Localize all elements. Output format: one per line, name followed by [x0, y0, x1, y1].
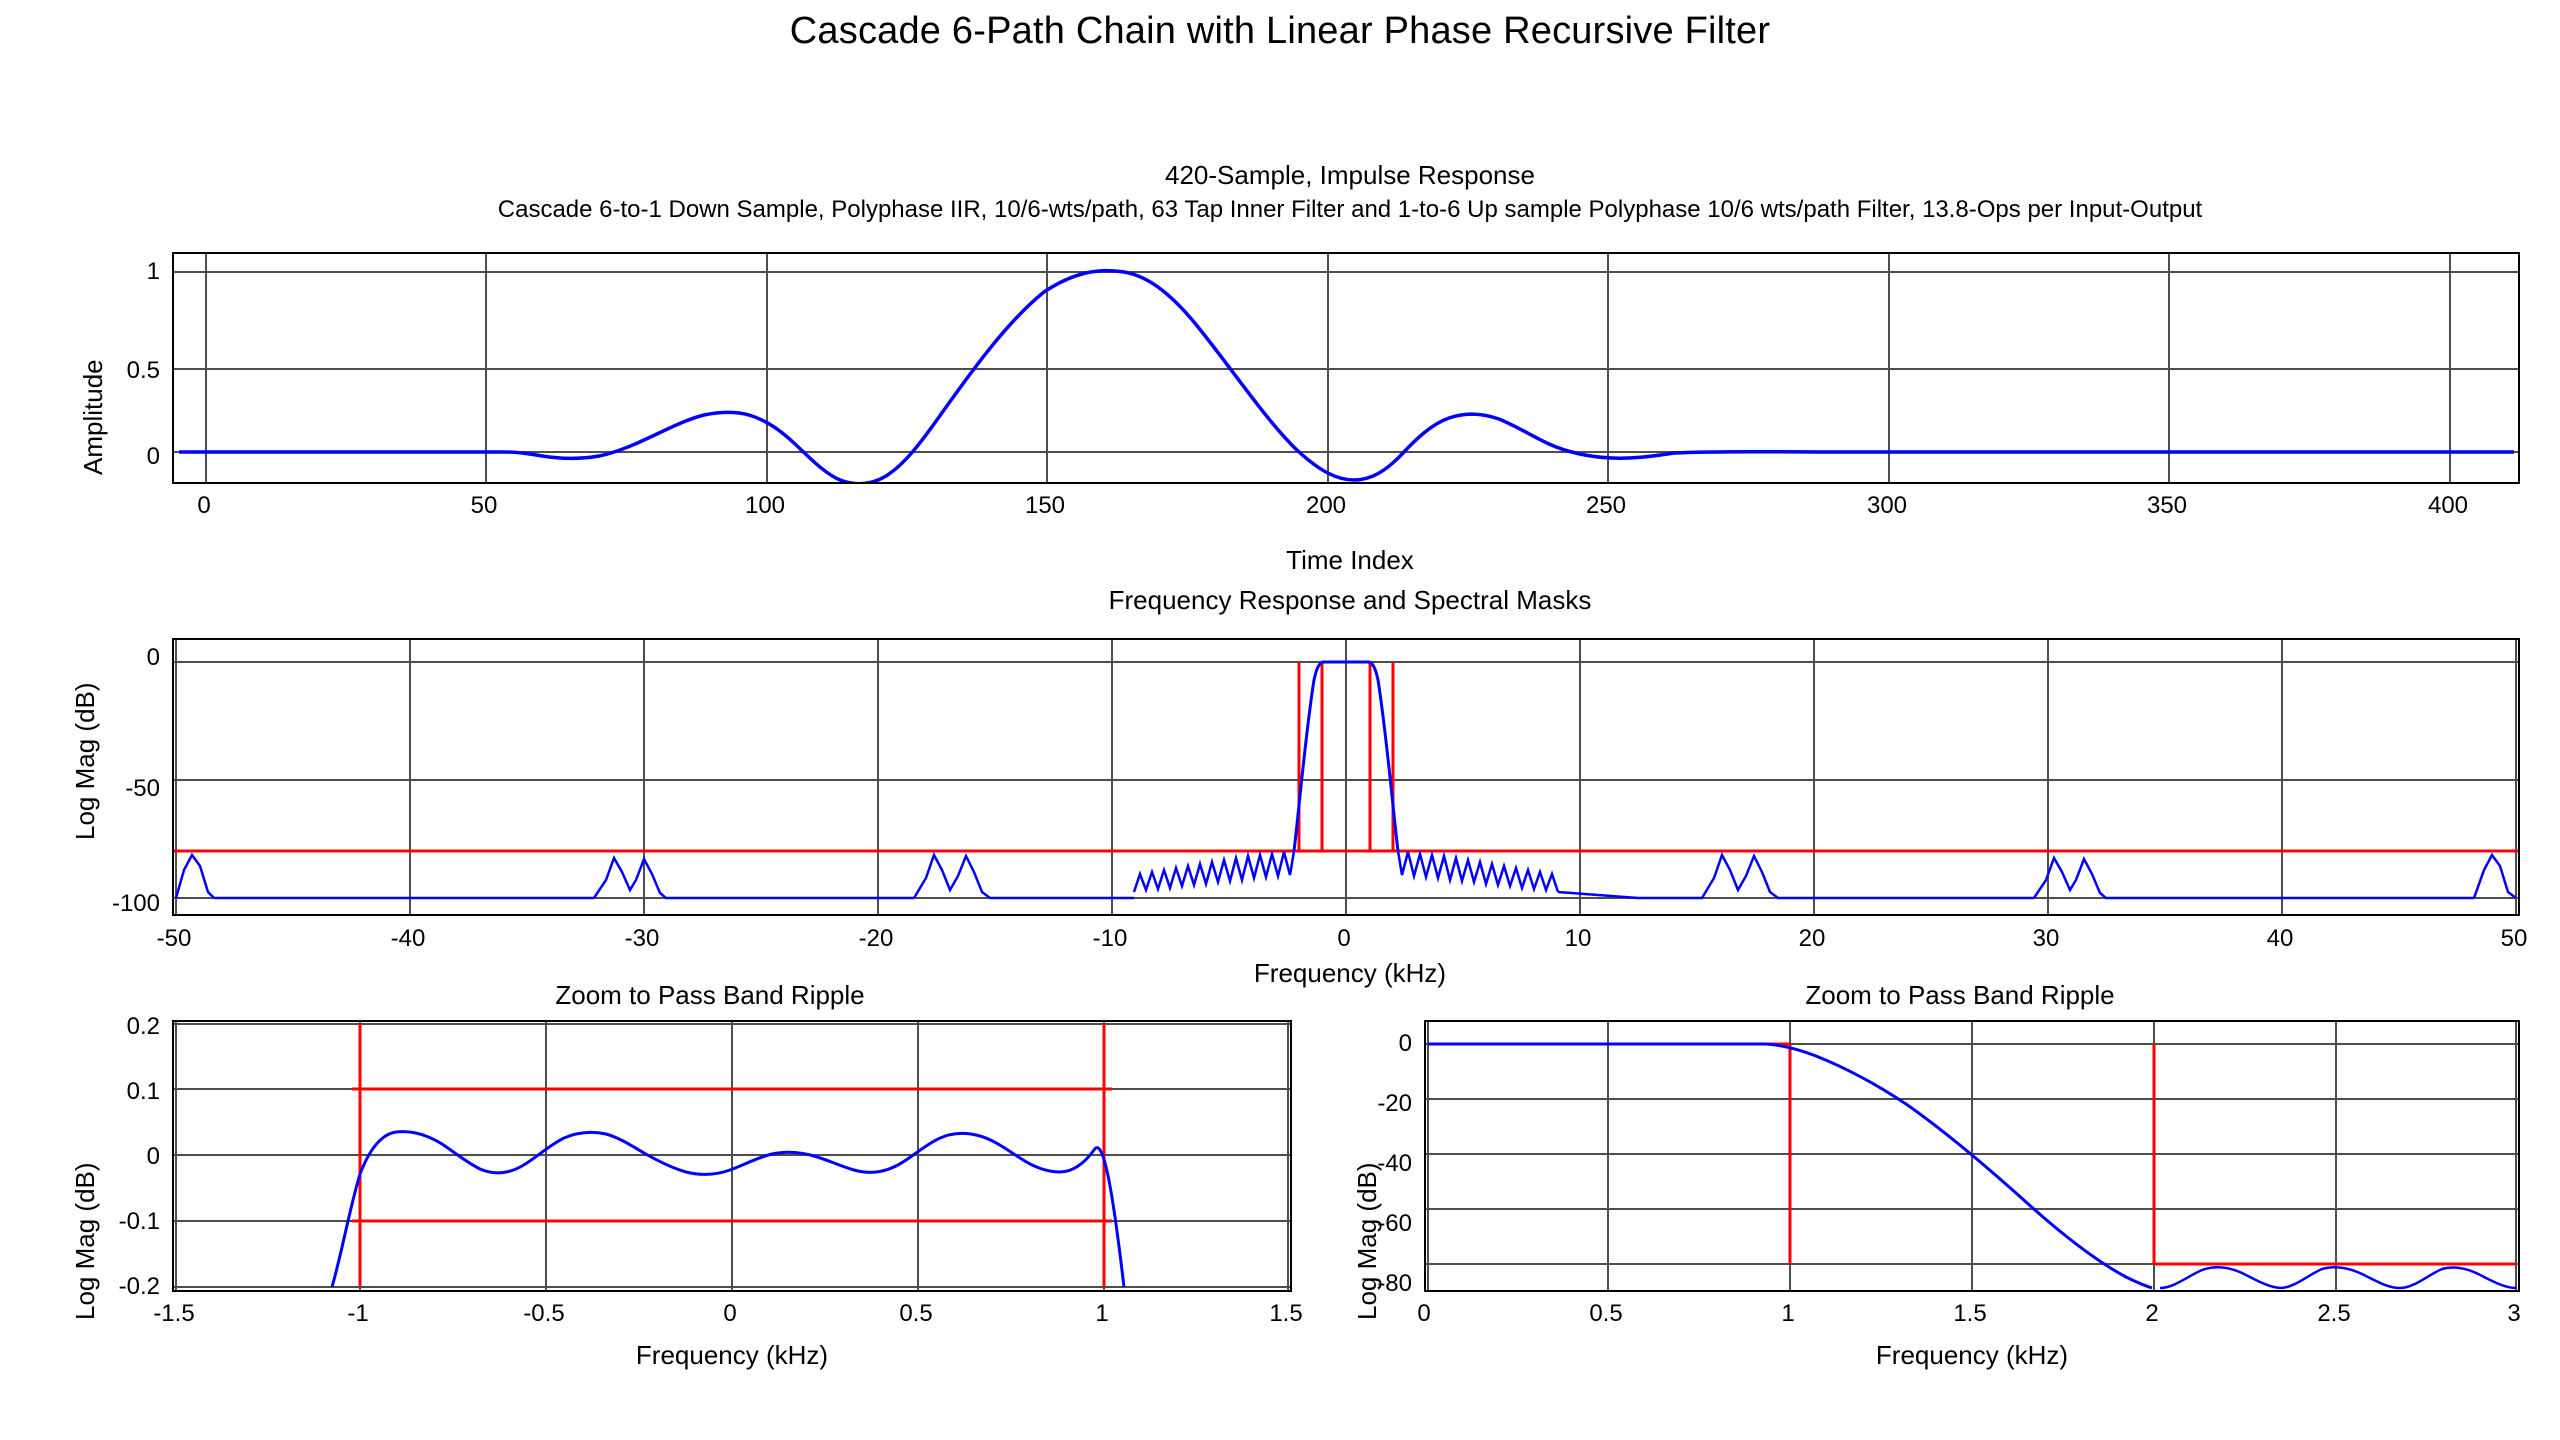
impulse-ylabel: Amplitude	[78, 359, 108, 475]
zoom-right-ylabel: Log Mag (dB)	[1352, 1162, 1382, 1320]
impulse-response-svg	[174, 254, 2518, 482]
zoom-left-ylabel: Log Mag (dB)	[70, 1162, 100, 1320]
impulse-xtick-8: 400	[2427, 492, 2469, 519]
freq-xtick-10: 50	[2500, 925, 2528, 952]
freq-xtick-6: 10	[1564, 925, 1592, 952]
zoom-left-ytick-3: -0.1	[118, 1208, 160, 1235]
freq-ytick-0: 0	[146, 644, 160, 671]
zoom-left-plot	[172, 1020, 1292, 1292]
freq-xtick-1: -40	[390, 925, 426, 952]
zoom-right-xtick-2: 1	[1781, 1300, 1795, 1327]
impulse-ytick-2: 0	[146, 443, 160, 470]
zoom-left-xtick-1: -1	[347, 1300, 369, 1327]
freq-xtick-3: -20	[858, 925, 894, 952]
zoom-left-xlabel: Frequency (kHz)	[635, 1340, 829, 1370]
impulse-xtick-7: 350	[2146, 492, 2188, 519]
freq-xtick-4: -10	[1092, 925, 1128, 952]
zoom-left-xtick-2: -0.5	[523, 1300, 565, 1327]
zoom-right-ytick-2: -40	[1377, 1150, 1412, 1177]
zoom-right-ytick-0: 0	[1398, 1030, 1412, 1057]
zoom-right-axes-title: Zoom to Pass Band Ripple	[1805, 980, 2115, 1010]
impulse-xtick-2: 100	[744, 492, 786, 519]
freq-ytick-2: -100	[111, 890, 160, 917]
zoom-right-xtick-1: 0.5	[1589, 1300, 1623, 1327]
freq-axes-title: Frequency Response and Spectral Masks	[1108, 585, 1592, 615]
freq-xtick-7: 20	[1798, 925, 1826, 952]
impulse-ytick-1: 0.5	[126, 357, 160, 384]
impulse-xtick-5: 250	[1585, 492, 1627, 519]
freq-xlabel: Frequency (kHz)	[1253, 958, 1447, 988]
frequency-response-plot	[172, 638, 2520, 916]
zoom-right-xtick-3: 1.5	[1953, 1300, 1987, 1327]
impulse-gridlines-horizontal	[174, 272, 2518, 452]
impulse-xlabel: Time Index	[1286, 545, 1414, 575]
freq-xtick-5: 0	[1337, 925, 1351, 952]
zoom-right-xtick-0: 0	[1417, 1300, 1431, 1327]
zoom-left-xtick-4: 0.5	[899, 1300, 933, 1327]
impulse-ytick-0: 1	[146, 258, 160, 285]
impulse-response-plot	[172, 252, 2520, 484]
zoom-left-ytick-4: -0.2	[118, 1273, 160, 1300]
impulse-xtick-4: 200	[1305, 492, 1347, 519]
freq-xtick-9: 40	[2266, 925, 2294, 952]
zoom-right-ytick-3: -60	[1377, 1210, 1412, 1237]
zoom-left-xtick-6: 1.5	[1269, 1300, 1303, 1327]
zoom-right-xtick-6: 3	[2507, 1300, 2521, 1327]
freq-ytick-1: -50	[125, 775, 160, 802]
zoom-left-xtick-3: 0	[723, 1300, 737, 1327]
impulse-axes-title: 420-Sample, Impulse Response	[1165, 160, 1535, 190]
zoom-left-ytick-0: 0.2	[126, 1013, 160, 1040]
zoom-right-ytick-1: -20	[1377, 1090, 1412, 1117]
freq-xtick-0: -50	[156, 925, 192, 952]
zoom-right-svg	[1426, 1022, 2518, 1290]
frequency-response-svg	[174, 640, 2518, 914]
zoom-right-xtick-4: 2	[2145, 1300, 2159, 1327]
freq-ylabel: Log Mag (dB)	[70, 682, 100, 840]
figure-title: Cascade 6-Path Chain with Linear Phase Recursive Filter	[789, 10, 1771, 52]
zoom-right-xtick-5: 2.5	[2317, 1300, 2351, 1327]
zoom-left-ytick-1: 0.1	[126, 1078, 160, 1105]
impulse-xtick-6: 300	[1866, 492, 1908, 519]
zoom-right-plot	[1424, 1020, 2520, 1292]
zoom-right-xlabel: Frequency (kHz)	[1875, 1340, 2069, 1370]
zoom-left-xtick-5: 1	[1095, 1300, 1109, 1327]
zoom-left-svg	[174, 1022, 1290, 1290]
impulse-axes-subtitle: Cascade 6-to-1 Down Sample, Polyphase IIR, 10/6-wts/path, 63 Tap Inner Filter and 1-to-6 Up sample Polyphase 10/6 wts/path Filter, 13.8-Ops per Input-Output	[497, 196, 2203, 223]
freq-gridlines-vertical	[176, 640, 2516, 914]
impulse-xtick-1: 50	[470, 492, 498, 519]
freq-xtick-2: -30	[624, 925, 660, 952]
impulse-xtick-0: 0	[197, 492, 211, 519]
freq-xtick-8: 30	[2032, 925, 2060, 952]
zoom-right-stopband-lobes	[2160, 1267, 2516, 1288]
zoom-left-axes-title: Zoom to Pass Band Ripple	[555, 980, 865, 1010]
impulse-response-curve	[179, 271, 2514, 482]
zoom-left-xtick-0: -1.5	[153, 1300, 195, 1327]
zoom-right-ytick-4: -80	[1377, 1270, 1412, 1297]
impulse-xtick-3: 150	[1024, 492, 1066, 519]
zoom-left-ytick-2: 0	[146, 1143, 160, 1170]
